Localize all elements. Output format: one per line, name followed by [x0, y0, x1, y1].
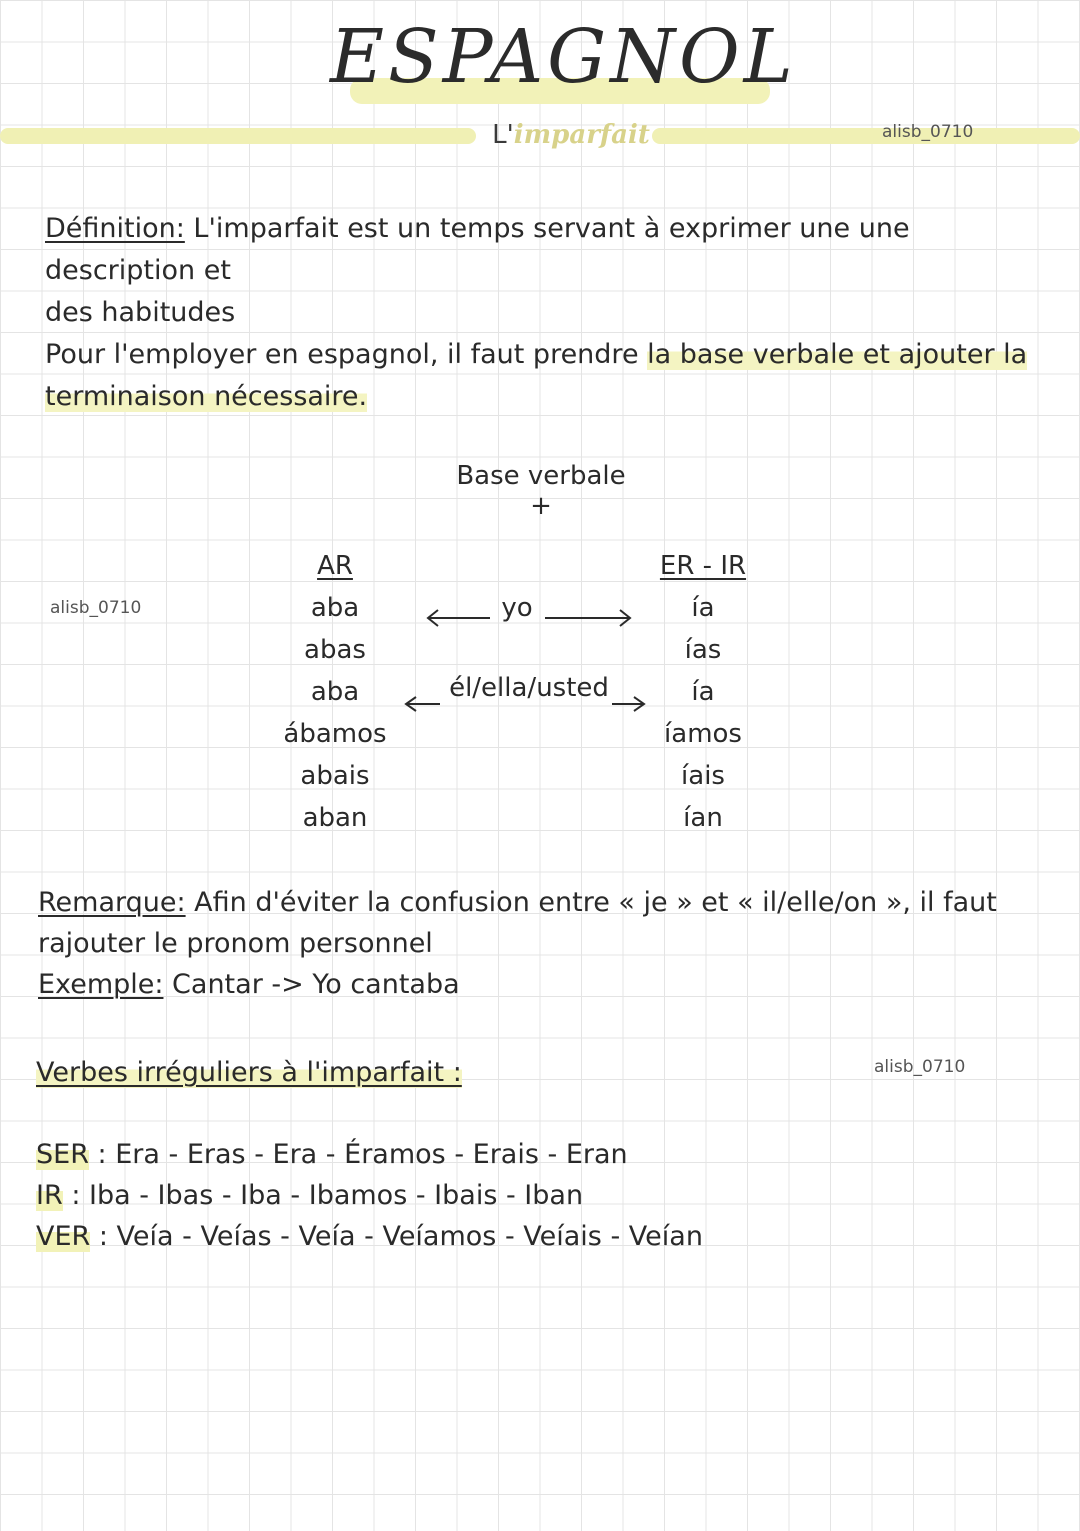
- verb-forms: : Era - Eras - Era - Éramos - Erais - Eran: [88, 1139, 628, 1170]
- ar-ending: ábamos: [283, 719, 387, 749]
- verb-name: SER: [36, 1139, 89, 1170]
- er-ir-ending: ían: [683, 803, 723, 833]
- definition-text-line1: L'imparfait est un temps servant à exprimer une une description et: [45, 213, 910, 286]
- irregular-verbs-list: [36, 1134, 936, 1257]
- er-ir-column: [630, 545, 776, 839]
- verb-forms: : Veía - Veías - Veía - Veíamos - Veíais - Veían: [90, 1221, 703, 1252]
- ar-ending: aba: [310, 593, 360, 623]
- verb-forms: : Iba - Ibas - Iba - Ibamos - Ibais - Iban: [62, 1180, 584, 1211]
- pronoun-yo: yo: [501, 593, 533, 623]
- watermark-top: alisb_0710: [882, 122, 974, 142]
- definition-label: Définition:: [45, 213, 185, 244]
- page-title: ESPAGNOL: [330, 14, 797, 100]
- ar-header: AR: [317, 551, 353, 581]
- usage-paragraph: [45, 334, 1045, 418]
- example-text: Cantar -> Yo cantaba: [163, 969, 460, 1000]
- er-ir-ending: íamos: [664, 719, 742, 749]
- example-label: Exemple:: [38, 969, 164, 1000]
- verb-name: VER: [36, 1221, 91, 1252]
- irregular-verb-row: [36, 1175, 936, 1216]
- er-ir-ending: ías: [684, 635, 722, 665]
- header-band-right: [652, 128, 1080, 144]
- remark-label: Remarque:: [38, 887, 186, 918]
- definition-text-line2: des habitudes: [45, 297, 236, 328]
- irregular-heading-text: Verbes irréguliers à l'imparfait :: [36, 1057, 462, 1088]
- ar-ending: abais: [300, 761, 370, 791]
- er-ir-header: ER - IR: [659, 551, 747, 581]
- watermark-left: alisb_0710: [50, 598, 142, 618]
- remark-text-line2: rajouter le pronom personnel: [38, 928, 433, 959]
- watermark-bottom: alisb_0710: [874, 1057, 966, 1077]
- verb-name: IR: [36, 1180, 63, 1211]
- pronoun-el: él/ella/usted: [449, 673, 609, 703]
- irregular-verb-row: [36, 1216, 936, 1257]
- ar-ending: aban: [302, 803, 368, 833]
- er-ir-ending: íais: [681, 761, 725, 791]
- base-verbale-label: Base verbale +: [456, 461, 626, 521]
- right-arrow-icon: [612, 697, 644, 711]
- left-arrow-icon: [428, 610, 490, 626]
- irregular-verb-row: [36, 1134, 936, 1175]
- subtitle-prefix: L': [492, 120, 514, 150]
- ar-ending: aba: [310, 677, 360, 707]
- left-arrow-icon: [406, 697, 440, 711]
- definition-paragraph: [45, 208, 1045, 334]
- subtitle-word: imparfait: [513, 120, 650, 150]
- er-ir-ending: ía: [691, 593, 715, 623]
- page-subtitle: [486, 120, 656, 150]
- irregular-heading: [36, 1052, 462, 1094]
- right-arrow-icon: [545, 610, 630, 626]
- remark-paragraph: [38, 882, 1038, 1005]
- er-ir-ending: ía: [691, 677, 715, 707]
- remark-text-line1: Afin d'éviter la confusion entre « je » et « il/elle/on », il faut: [185, 887, 997, 918]
- ar-ending: abas: [304, 635, 366, 665]
- usage-line2-highlight: terminaison nécessaire.: [45, 381, 368, 412]
- usage-line1-start: Pour l'employer en espagnol, il faut prendre: [45, 339, 648, 370]
- usage-line1-highlight: la base verbale et ajouter la: [647, 339, 1028, 370]
- header-band-left: [0, 128, 476, 144]
- ar-column: [270, 545, 400, 839]
